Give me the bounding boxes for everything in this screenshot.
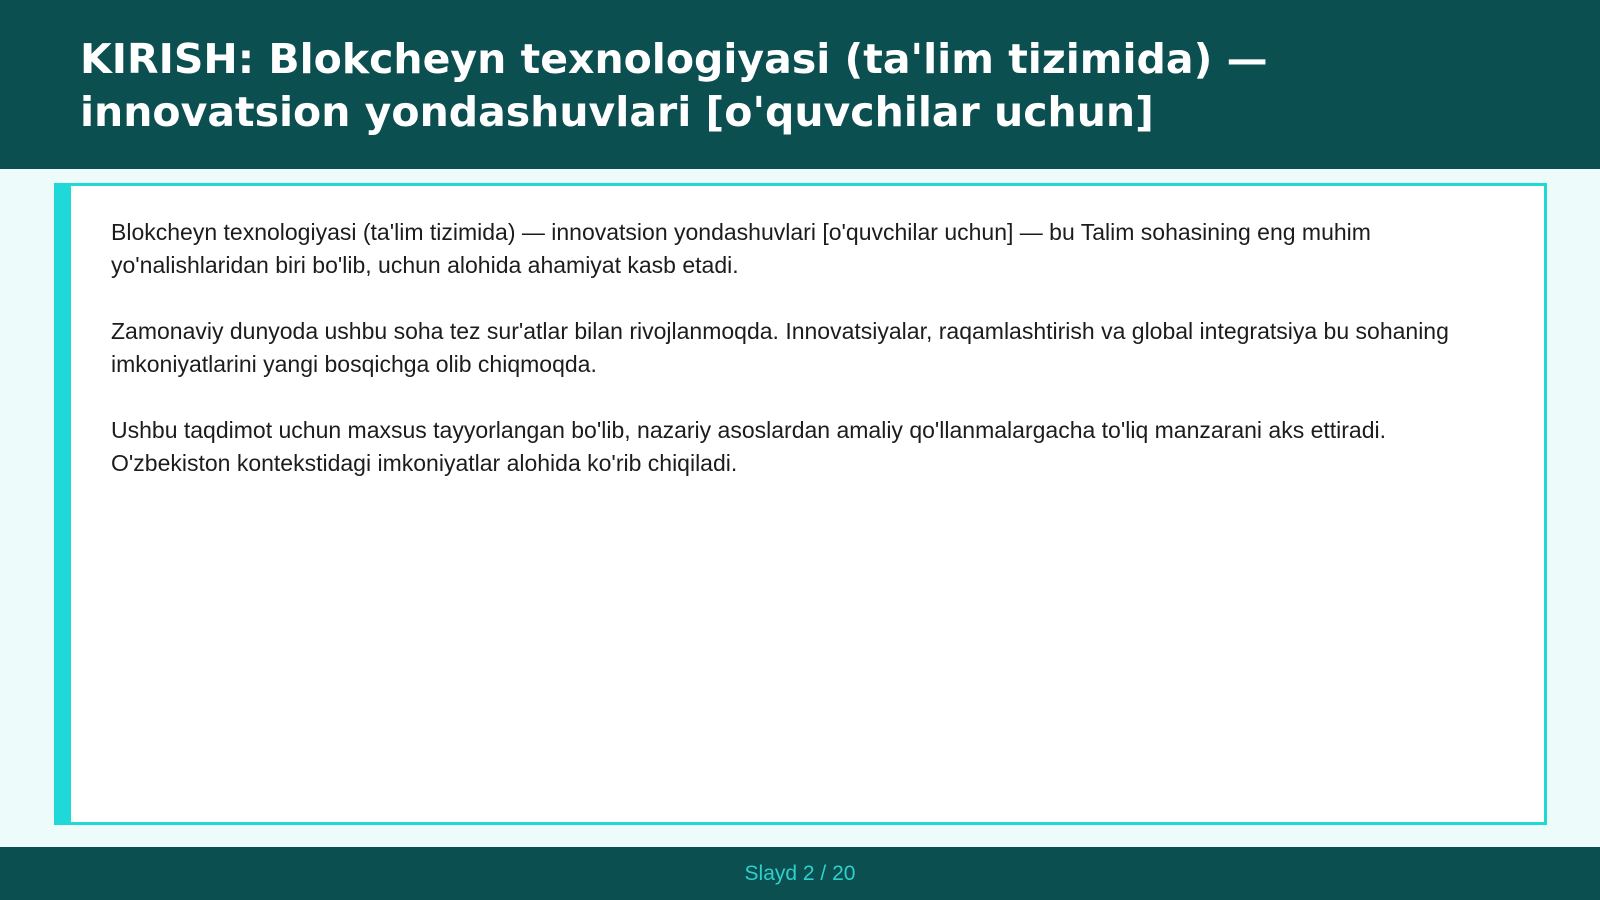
slide-number: Slayd 2 / 20 — [744, 861, 856, 885]
content-card — [54, 183, 1547, 825]
slide-header — [0, 0, 1600, 169]
paragraph-1: Blokcheyn texnologiyasi (ta'lim tizimida) — innovatsion yondashuvlari [o'quvchilar uchun] — bu Talim sohasining eng muhim yo'nalishlaridan biri bo'lib, uchun alohida ahamiyat kasb etadi. — [111, 219, 1371, 278]
paragraph-3: Ushbu taqdimot uchun maxsus tayyorlangan bo'lib, nazariy asoslardan amaliy qo'llanmalargacha to'liq manzarani aks ettiradi. O'zbekiston kontekstidagi imkoniyatlar alohida ko'rib chiqiladi. — [111, 417, 1387, 476]
slide-footer — [0, 847, 1600, 900]
slide-title: KIRISH: Blokcheyn texnologiyasi (ta'lim tizimida) — innovatsion yondashuvlari [o'quvchilar uchun] — [80, 35, 1268, 136]
paragraph-2: Zamonaviy dunyoda ushbu soha tez sur'atlar bilan rivojlanmoqda. Innovatsiyalar, raqamlashtirish va global integratsiya bu sohaning imkoniyatlarini yangi bosqichga olib chiqmoqda. — [111, 318, 1449, 377]
